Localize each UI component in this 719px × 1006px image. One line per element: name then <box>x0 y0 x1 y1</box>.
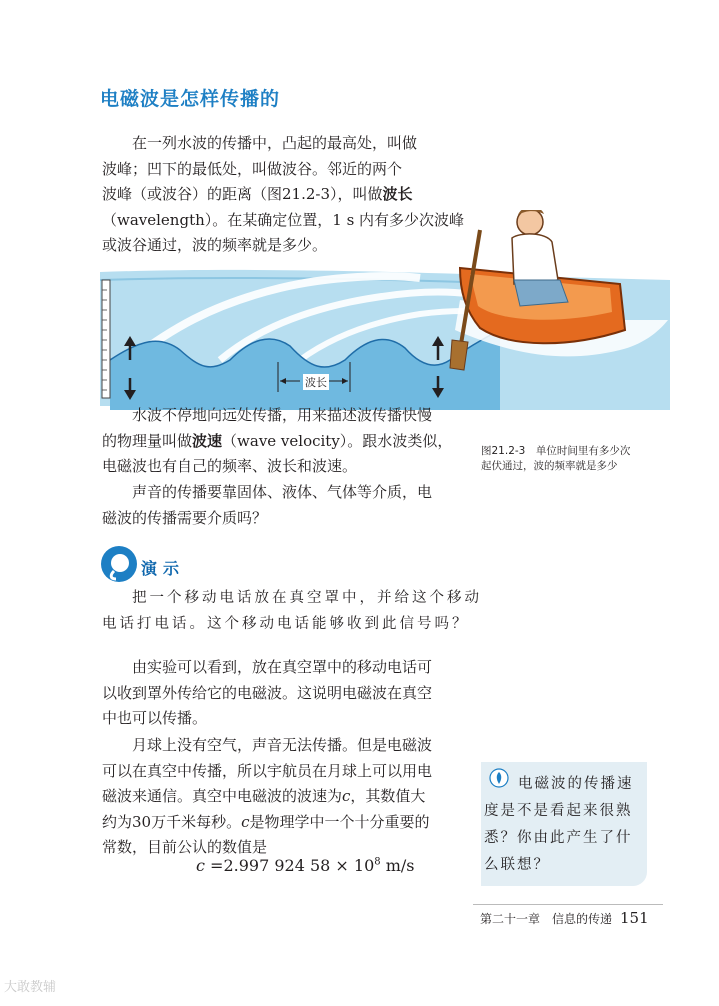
sidenote-line-4: 么联想？ <box>484 857 550 873</box>
formula-exponent: 8 <box>374 856 381 868</box>
medium-paragraph <box>102 480 432 531</box>
intro-line-4: （wavelength）。在某确定位置，1 s 内有多少次波峰 <box>102 210 465 229</box>
figure-caption <box>481 444 671 474</box>
moon-line-5: 常数，目前公认的数值是 <box>102 838 268 857</box>
formula-lhs: c <box>196 856 205 875</box>
sidenote-text <box>484 771 634 879</box>
caption-line-2: 起伏通过，波的频率就是多少 <box>481 460 618 472</box>
speed-paragraph <box>102 403 452 480</box>
sidenote-line-3: 悉？你由此产生了什 <box>484 830 633 846</box>
wave-boat-illustration <box>100 210 670 425</box>
sidenote-line-1: 电磁波的传播速 <box>518 776 634 792</box>
chapter-title: 第二十一章 信息的传递 <box>480 912 613 926</box>
page-footer <box>480 909 649 927</box>
intro-line-1: 在一列水波的传播中，凸起的最高处，叫做 <box>132 134 418 152</box>
result-line-1: 由实验可以看到，放在真空罩中的移动电话可 <box>132 658 433 676</box>
intro-line-2: 波峰；凹下的最低处，叫做波谷。邻近的两个 <box>102 159 403 178</box>
term-wavelength: 波长 <box>382 185 413 204</box>
formula-unit: m/s <box>380 856 415 875</box>
page-number: 151 <box>620 909 649 927</box>
caption-line-1: 图21.2-3 单位时间里有多少次 <box>481 445 631 457</box>
sidenote-line-2: 度是不是看起来很熟 <box>484 803 633 819</box>
moon-line-4: 约为30万千米每秒。c是物理学中一个十分重要的 <box>102 812 430 831</box>
moon-line-1: 月球上没有空气，声音无法传播。但是电磁波 <box>132 736 433 754</box>
speed-of-light-formula <box>196 856 415 875</box>
intro-line-3: 波峰（或波谷）的距离（图21.2-3），叫做波长 <box>102 185 413 204</box>
speed-line-1: 水波不停地向远处传播，用来描述波传播快慢 <box>132 406 433 424</box>
medium-line-2: 磁波的传播需要介质吗？ <box>102 508 268 527</box>
demo-line-2: 电话打电话。这个移动电话能够收到此信号吗？ <box>102 615 470 632</box>
wavelength-label: 波长 <box>305 376 327 389</box>
result-paragraph <box>102 655 432 732</box>
footer-rule <box>473 904 663 905</box>
moon-line-3: 磁波来通信。真空中电磁波的波速为c，其数值大 <box>102 787 426 806</box>
demo-paragraph <box>102 586 482 637</box>
intro-line-5: 或波谷通过，波的频率就是多少。 <box>102 236 328 255</box>
moon-paragraph <box>102 733 432 861</box>
formula-value: =2.997 924 58 × 10 <box>204 856 375 875</box>
demo-icon <box>100 545 138 583</box>
speed-line-3: 电磁波也有自己的频率、波长和波速。 <box>102 457 358 476</box>
result-line-2: 以收到罩外传给它的电磁波。这说明电磁波在真空 <box>102 683 433 702</box>
demo-title: 演示 <box>141 559 186 578</box>
term-wave-velocity: 波速 <box>192 431 223 450</box>
symbol-c: c <box>342 787 351 806</box>
demo-line-1: 把一个移动电话放在真空罩中，并给这个移动 <box>132 590 482 606</box>
watermark: 大敢教辅 <box>4 980 57 995</box>
result-line-3: 中也可以传播。 <box>102 709 208 728</box>
moon-line-2: 可以在真空中传播，所以宇航员在月球上可以用电 <box>102 761 433 780</box>
symbol-c: c <box>241 812 250 831</box>
speed-line-2: 的物理量叫做波速（wave velocity）。跟水波类似， <box>102 431 453 450</box>
medium-line-1: 声音的传播要靠固体、液体、气体等介质，电 <box>132 483 433 501</box>
section-title: 电磁波是怎样传播的 <box>100 88 281 110</box>
